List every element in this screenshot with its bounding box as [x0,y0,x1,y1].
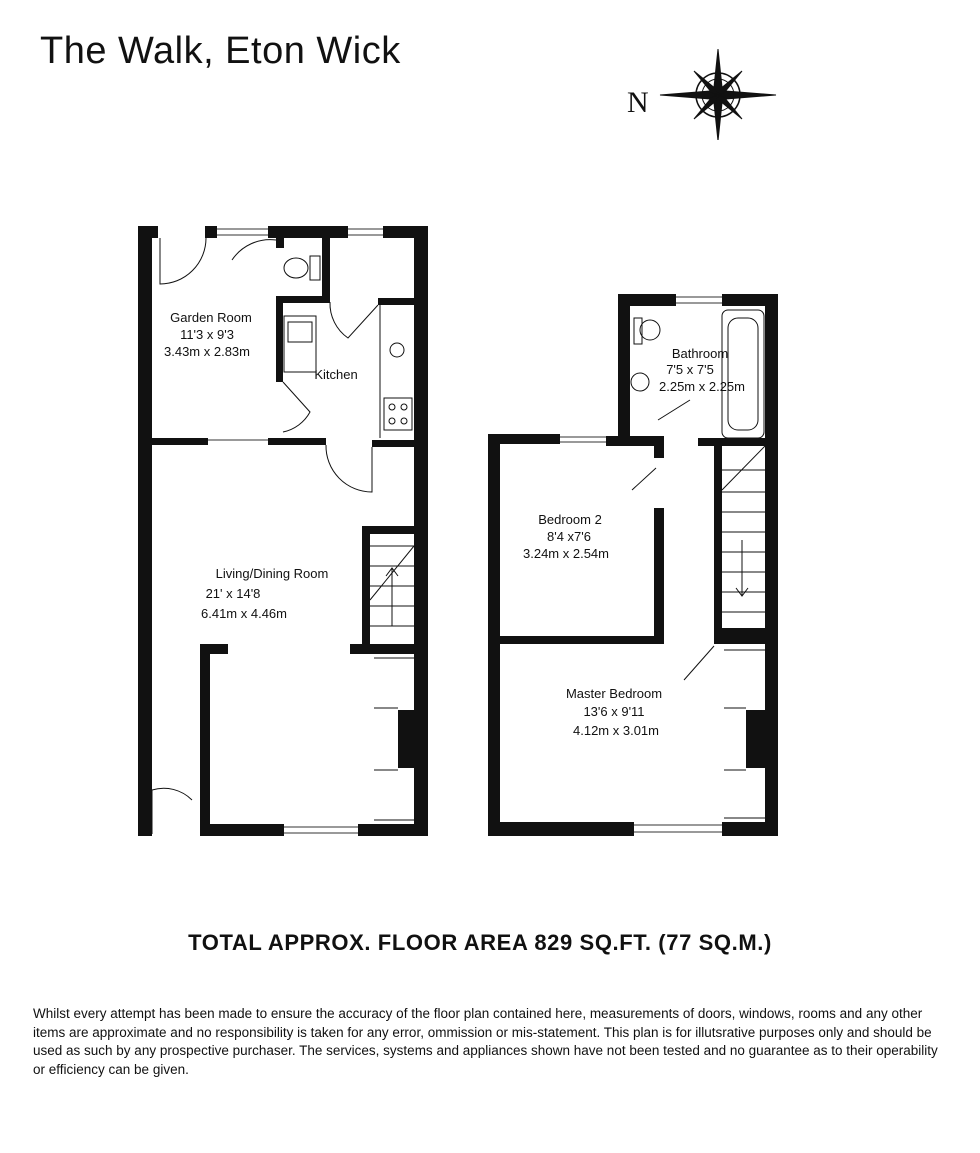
bathroom-metric: 2.25m x 2.25m [659,379,745,394]
living-room-name: Living/Dining Room [215,566,329,581]
garden-room-imperial: 11'3 x 9'3 [180,327,234,342]
total-floor-area-text: TOTAL APPROX. FLOOR AREA 829 SQ.FT. (77 SQ.M.) [188,930,772,955]
bathroom-name: Bathroom [671,346,729,361]
total-floor-area [0,930,980,956]
bedroom-2-metric: 3.24m x 2.54m [523,546,609,561]
master-bedroom-imperial: 13'6 x 9'11 [583,704,645,719]
bedroom-2-imperial: 8'4 x7'6 [547,529,591,544]
living-room-metric: 6.41m x 4.46m [201,606,287,621]
compass-north-label: N [627,86,649,119]
disclaimer-text: Whilst every attempt has been made to ensure the accuracy of the floor plan contained here, measurements of doors, windows, rooms and any other items are approximate and no responsibility is taken for any error, ommission or mis-statement. This plan is for illutsrative purposes only and should be used as such by any prospective purchaser. The services, systems and appliances shown have not been tested and no guarantee as to their operability or efficiency can be given. [33,1006,938,1077]
garden-room-name: Garden Room [170,310,252,325]
master-bedroom-metric: 4.12m x 3.01m [573,723,659,738]
bathroom-imperial: 7'5 x 7'5 [666,362,714,377]
master-bedroom-name: Master Bedroom [565,686,663,701]
bedroom-2-name: Bedroom 2 [538,512,602,527]
garden-room-metric: 3.43m x 2.83m [164,344,250,359]
first-floor [488,294,778,836]
kitchen-name: Kitchen [314,367,358,382]
plan-title: The Walk, Eton Wick [40,30,401,72]
living-room-imperial: 21' x 14'8 [205,586,261,601]
